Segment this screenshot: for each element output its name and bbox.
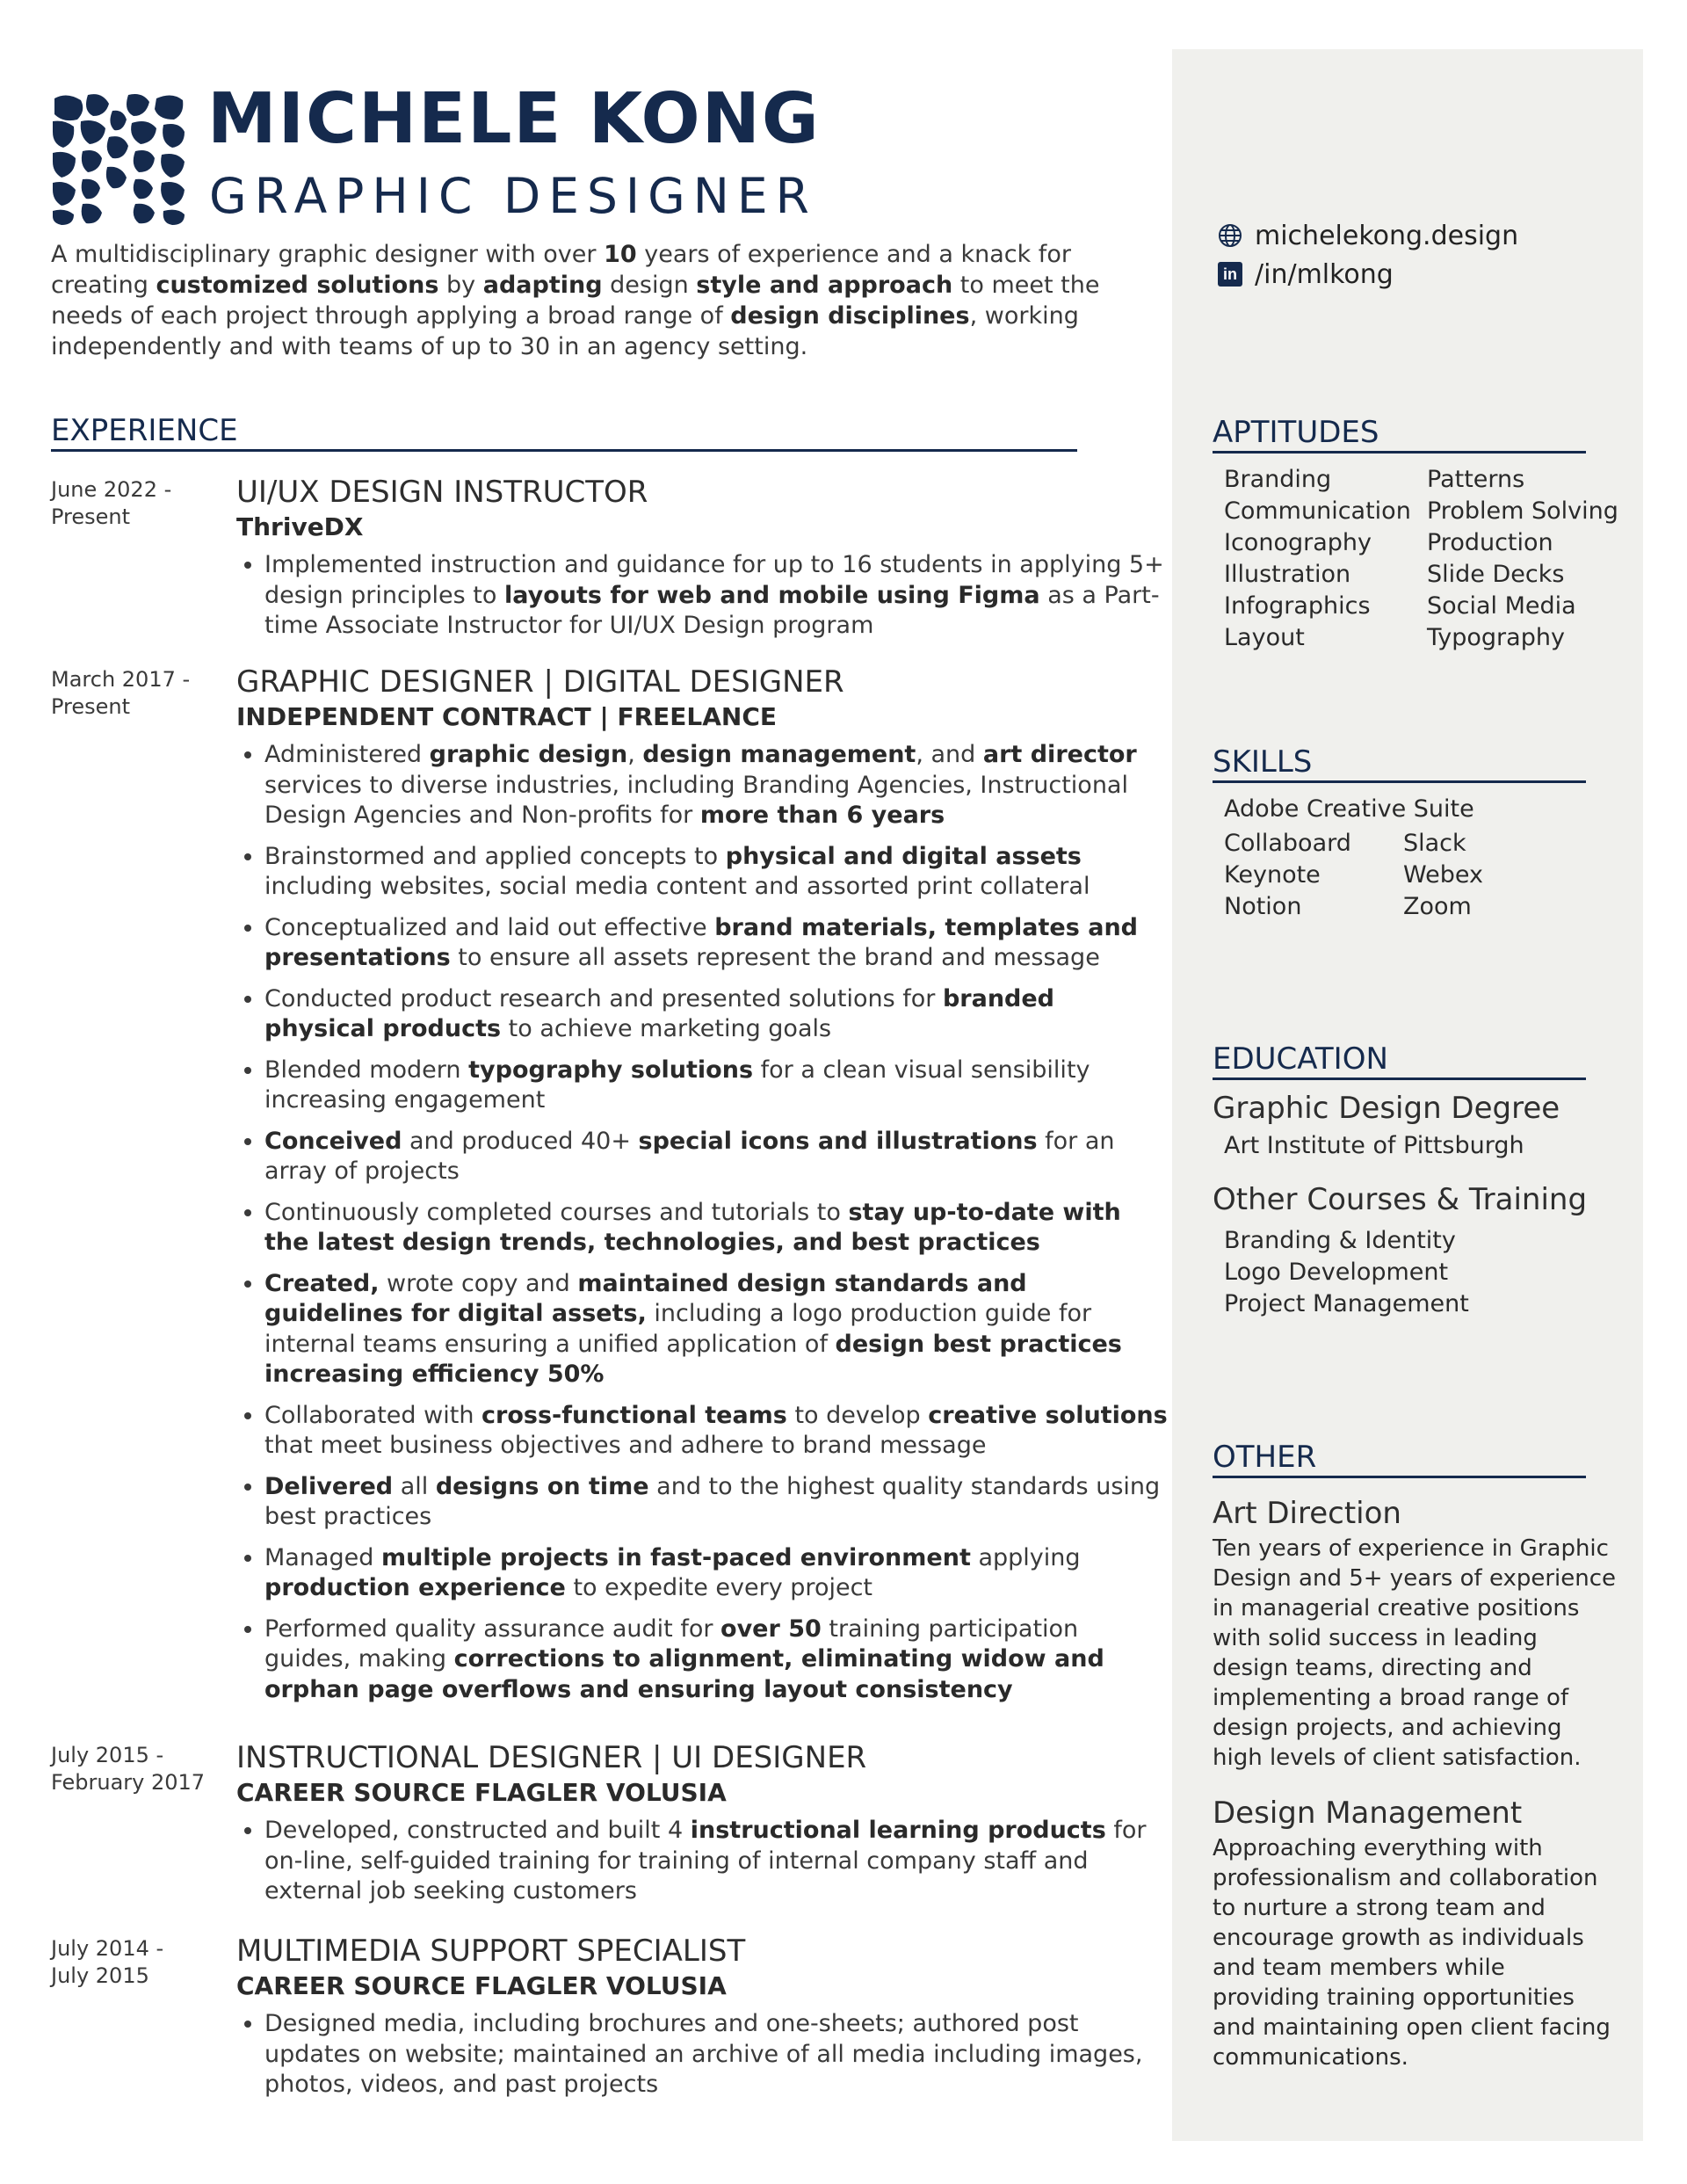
job-bullet: • Conducted product research and presented solutions for branded physical products to achieve marketing goals: [264, 984, 1168, 1045]
course-item: Branding & Identity: [1224, 1227, 1456, 1254]
design-management-title: Design Management: [1213, 1796, 1523, 1831]
education-heading: EDUCATION: [1213, 1044, 1586, 1080]
summary-paragraph: A multidisciplinary graphic designer with over 10 years of experience and a knack for creating customized solutions by adapting design style and approach to meet the needs of each project through applying a broad range of design disciplines, working independently and with teams of up to 30 in an agency setting.: [51, 241, 1100, 360]
job-bullet: • Administered graphic design, design management, and art director services to diverse industries, including Branding Agencies, Instructional Design Agencies and Non-profits for more than 6 years: [264, 740, 1168, 831]
aptitudes-heading: APTITUDES: [1213, 417, 1586, 453]
job-bullet: • Implemented instruction and guidance for up to 16 students in applying 5+ design principles to layouts for web and mobile using Figma as a Part-time Associate Instructor for UI/UX Design program: [264, 550, 1168, 642]
job-dates: July 2014 - July 2015: [51, 1936, 164, 1988]
aptitude-item: Typography: [1427, 624, 1565, 651]
website-link[interactable]: michelekong.design: [1255, 220, 1519, 251]
school-name: Art Institute of Pittsburgh: [1224, 1132, 1524, 1159]
job-bullet: • Created, wrote copy and maintained design standards and guidelines for digital assets, including a logo production guide for internal teams ensuring a unified application of design best practices increasing efficiency 50%: [264, 1269, 1168, 1390]
skills-column-1: [1224, 828, 1351, 923]
job-dates: March 2017 - Present: [51, 667, 191, 719]
aptitude-item: Patterns: [1427, 466, 1525, 493]
art-direction-text: Ten years of experience in Graphic Design and 5+ years of experience in managerial creative positions with solid success in leading design teams, directing and implementing a broad range of design projects, and achieving high levels of client satisfaction.: [1213, 1535, 1617, 1771]
aptitudes-column-2: [1427, 464, 1618, 654]
aptitude-item: Social Media: [1427, 592, 1576, 620]
skills-column-2: [1403, 828, 1483, 923]
job-role: MULTIMEDIA SUPPORT SPECIALIST: [236, 1934, 746, 1969]
aptitudes-column-1: [1224, 464, 1411, 654]
globe-icon: [1218, 223, 1242, 248]
aptitude-item: Illustration: [1224, 561, 1351, 588]
skill-item: Collaboard: [1224, 830, 1351, 857]
course-item: Project Management: [1224, 1290, 1469, 1317]
skill-item: Notion: [1224, 893, 1302, 920]
aptitude-item: Problem Solving: [1427, 497, 1618, 525]
aptitude-item: Communication: [1224, 497, 1411, 525]
linkedin-row[interactable]: [1218, 255, 1518, 294]
skill-item: Slack: [1403, 830, 1466, 857]
job-bullets: [236, 740, 1168, 1705]
skill-item: Zoom: [1403, 893, 1472, 920]
aptitude-item: Branding: [1224, 466, 1332, 493]
skill-item: Keynote: [1224, 861, 1321, 889]
courses-list: [1224, 1225, 1469, 1320]
job-bullets: [236, 2009, 1168, 2101]
experience-heading: EXPERIENCE: [51, 416, 1077, 452]
job-dates: July 2015 - February 2017: [51, 1743, 206, 1795]
website-row[interactable]: [1218, 216, 1518, 255]
job-role: GRAPHIC DESIGNER | DIGITAL DESIGNER: [236, 664, 844, 700]
job-bullets: [236, 1816, 1168, 1907]
job-dates: June 2022 - Present: [51, 477, 172, 529]
degree-title: Graphic Design Degree: [1213, 1091, 1560, 1126]
job-bullet: • Developed, constructed and built 4 instructional learning products for on-line, self-guided training for training of internal company staff and external job seeking customers: [264, 1816, 1168, 1907]
job-bullet: • Managed multiple projects in fast-paced environment applying production experience to expedite every project: [264, 1543, 1168, 1604]
art-direction-title: Art Direction: [1213, 1496, 1401, 1531]
job-bullet: • Delivered all designs on time and to the highest quality standards using best practices: [264, 1472, 1168, 1533]
job-role: UI/UX DESIGN INSTRUCTOR: [236, 475, 648, 510]
aptitude-item: Layout: [1224, 624, 1305, 651]
skills-top: Adobe Creative Suite: [1224, 795, 1474, 823]
candidate-title: GRAPHIC DESIGNER: [209, 168, 817, 224]
job-bullet: • Designed media, including brochures and one-sheets; authored post updates on website; maintained an archive of all media including images, photos, videos, and past projects: [264, 2009, 1168, 2101]
monogram-logo-icon: [51, 91, 186, 225]
job-bullet: • Blended modern typography solutions for a clean visual sensibility increasing engagement: [264, 1056, 1168, 1116]
other-heading: OTHER: [1213, 1442, 1586, 1478]
design-management-text: Approaching everything with professionalism and collaboration to nurture a strong team and encourage growth as individuals and team members while providing training opportunities and maintaining open client facing communications.: [1213, 1835, 1611, 2071]
aptitude-item: Production: [1427, 529, 1553, 556]
linkedin-icon: in: [1218, 262, 1242, 287]
job-organization: CAREER SOURCE FLAGLER VOLUSIA: [236, 1778, 727, 1807]
job-bullet: • Conceptualized and laid out effective brand materials, templates and presentations to ensure all assets represent the brand and message: [264, 913, 1168, 974]
aptitude-item: Infographics: [1224, 592, 1371, 620]
job-role: INSTRUCTIONAL DESIGNER | UI DESIGNER: [236, 1740, 867, 1775]
job-organization: INDEPENDENT CONTRACT | FREELANCE: [236, 702, 778, 731]
contact-block: [1218, 216, 1518, 294]
job-bullet: • Continuously completed courses and tutorials to stay up-to-date with the latest design trends, technologies, and best practices: [264, 1198, 1168, 1259]
aptitude-item: Iconography: [1224, 529, 1372, 556]
course-item: Logo Development: [1224, 1259, 1449, 1286]
job-bullet: • Brainstormed and applied concepts to physical and digital assets including websites, social media content and assorted print collateral: [264, 842, 1168, 903]
job-organization: ThriveDX: [236, 512, 364, 541]
job-bullet: • Performed quality assurance audit for over 50 training participation guides, making corrections to alignment, eliminating widow and orphan page overflows and ensuring layout consistency: [264, 1614, 1168, 1706]
courses-title: Other Courses & Training: [1213, 1182, 1588, 1217]
job-bullet: • Conceived and produced 40+ special icons and illustrations for an array of projects: [264, 1127, 1168, 1187]
candidate-name: MICHELE KONG: [207, 78, 821, 159]
job-bullets: [236, 550, 1168, 642]
skills-heading: SKILLS: [1213, 747, 1586, 783]
job-bullet: • Collaborated with cross-functional teams to develop creative solutions that meet business objectives and adhere to brand message: [264, 1401, 1168, 1462]
skill-item: Webex: [1403, 861, 1483, 889]
job-organization: CAREER SOURCE FLAGLER VOLUSIA: [236, 1971, 727, 2000]
aptitude-item: Slide Decks: [1427, 561, 1565, 588]
linkedin-link[interactable]: /in/mlkong: [1255, 258, 1394, 290]
